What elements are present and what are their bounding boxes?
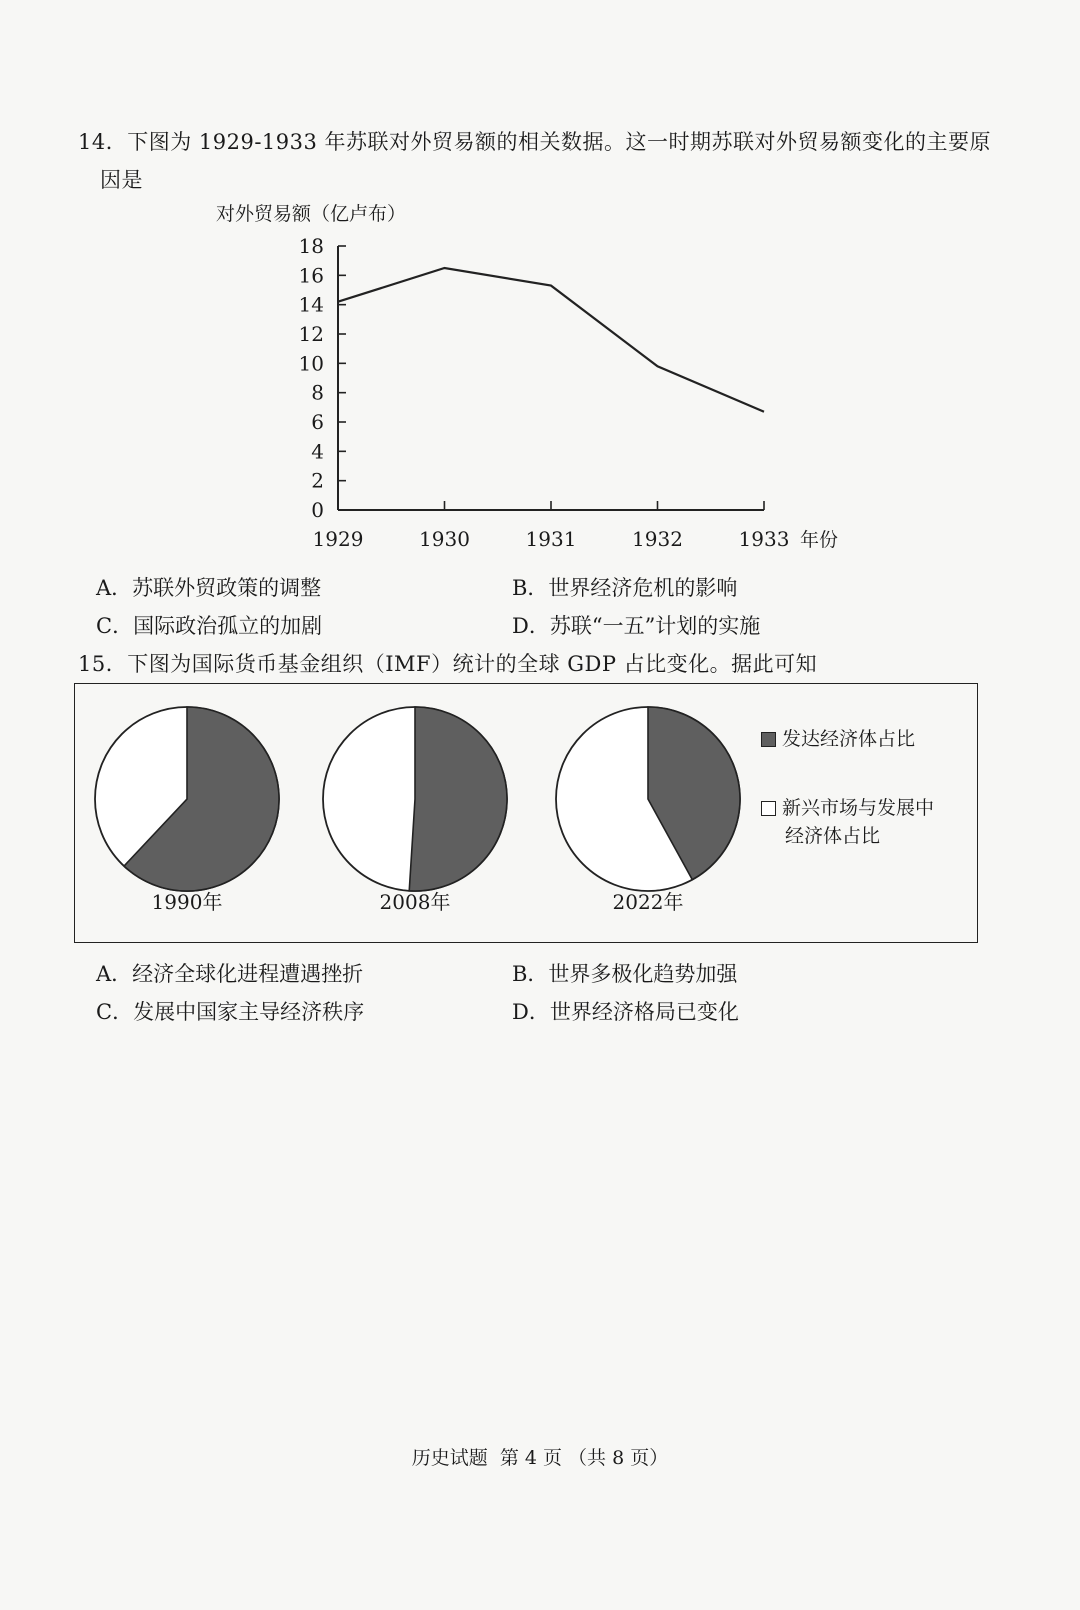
y-tick-label: 10 [298,351,324,376]
pie-slice-developed [409,707,507,891]
y-tick-label: 16 [298,263,324,288]
y-tick-label: 18 [298,234,324,258]
pie-1 [323,707,507,914]
q14-option-a: A．苏联外贸政策的调整 [96,576,322,600]
q15-option-c: C．发展中国家主导经济秩序 [96,1000,365,1024]
q14-option-b: B．世界经济危机的影响 [512,576,738,600]
pie-year-label: 2022年 [612,890,684,914]
q15-option-d: D．世界经济格局已变化 [512,1000,739,1024]
q15-stem: 15．下图为国际货币基金组织（IMF）统计的全球 GDP 占比变化。据此可知 [78,652,818,676]
x-tick-label: 1931 [525,527,577,551]
y-axis-label: 对外贸易额（亿卢布） [216,203,407,225]
legend-developed [761,724,915,751]
pie-year-label: 2008年 [379,890,451,914]
q14-option-d: D．苏联“一五”计划的实施 [512,614,761,638]
pie-2 [556,707,740,914]
trade-series-line [338,268,764,412]
legend-emerging-label-2: 经济体占比 [785,825,881,847]
legend-developed-label: 发达经济体占比 [782,728,916,750]
y-tick-label: 4 [311,439,324,464]
trade-line-chart [0,0,1080,600]
y-tick-label: 8 [311,380,324,405]
x-tick-label: 1932 [632,527,683,551]
y-tick-label: 0 [311,498,324,522]
x-tick-label: 1933 [738,527,790,551]
y-tick-label: 2 [311,468,324,493]
y-tick-label: 6 [311,410,324,434]
x-tick-label: 1930 [419,527,470,551]
legend-emerging-label-1: 新兴市场与发展中 [782,797,935,819]
pie-0 [95,707,279,914]
legend-developed-swatch [761,732,776,747]
q14-option-c: C．国际政治孤立的加剧 [96,614,323,638]
pie-year-label: 1990年 [151,890,223,914]
q14-stem-line2: 因是 [100,168,143,192]
q15-option-b: B．世界多极化趋势加强 [512,962,738,986]
q14-stem-line1: 14．下图为 1929-1933 年苏联对外贸易额的相关数据。这一时期苏联对外贸易额变化的主要原 [78,130,992,154]
x-axis-label: 年份 [800,529,839,551]
legend-emerging-swatch [761,801,776,816]
y-tick-label: 12 [298,322,324,346]
page-footer: 历史试题 第 4 页 （共 8 页） [411,1447,669,1469]
gdp-pie-chart-box [74,683,978,943]
x-tick-label: 1929 [312,527,364,551]
y-tick-label: 14 [298,292,324,317]
q15-option-a: A．经济全球化进程遭遇挫折 [96,962,364,986]
legend-emerging [761,794,934,850]
